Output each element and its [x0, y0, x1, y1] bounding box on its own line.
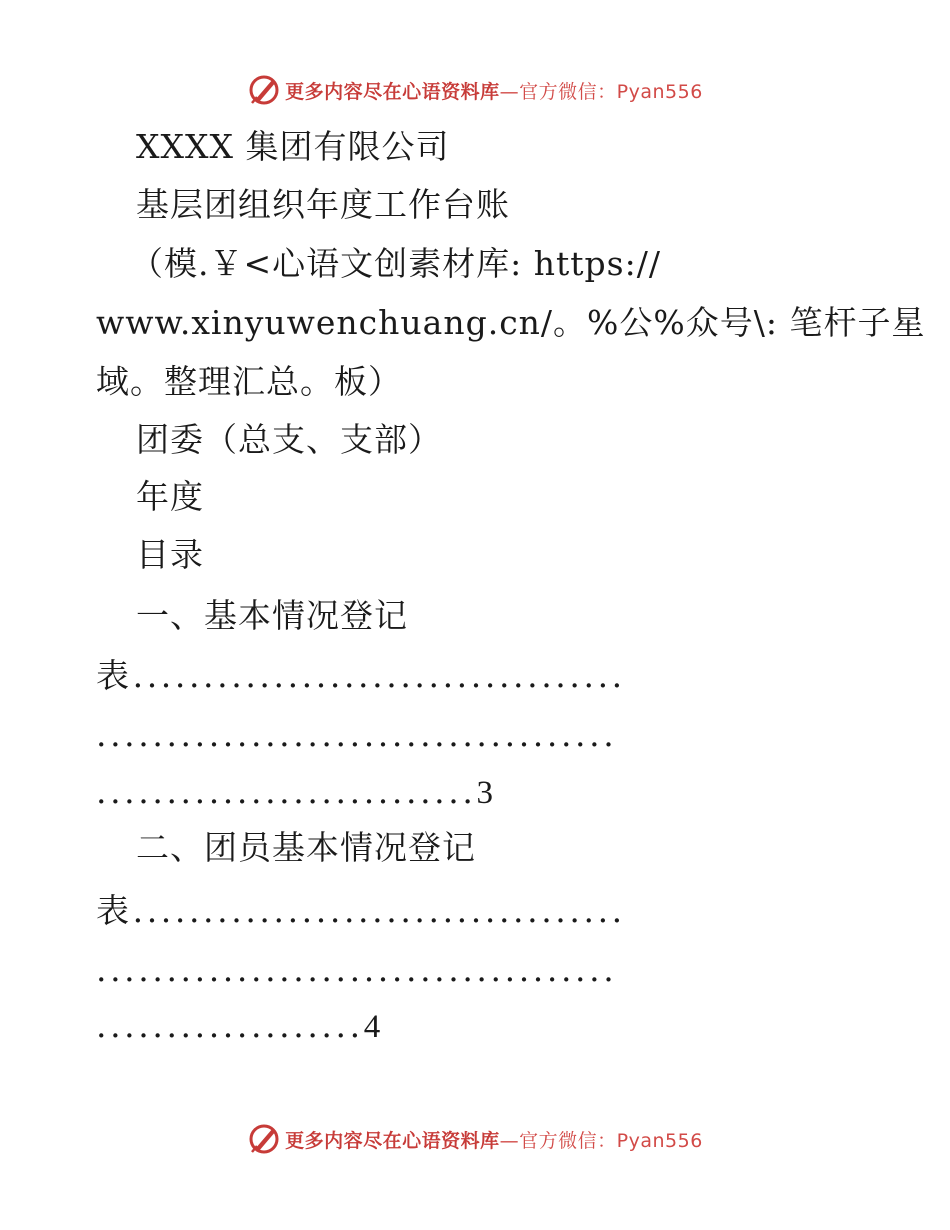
toc-entry-1-leader-2: ..................................... [96, 715, 618, 754]
template-note-line-2: www.xinyuwenchuang.cn/。%公%众号\: 笔杆子星 [96, 303, 926, 342]
toc-entry-1-title: 一、基本情况登记 [136, 596, 408, 635]
footer-brand: 更多内容尽在心语资料库 [285, 1129, 500, 1152]
template-note-line-1: （模.￥<心语文创素材库: https:// [130, 244, 661, 283]
header-brand: 更多内容尽在心语资料库 [285, 80, 500, 103]
document-title: 基层团组织年度工作台账 [136, 185, 510, 224]
header-banner [0, 70, 950, 110]
toc-entry-2-title: 二、团员基本情况登记 [136, 828, 476, 867]
quill-logo-icon [247, 73, 281, 107]
company-name: XXXX 集团有限公司 [136, 127, 450, 166]
toc-entry-2-leader-1: 表................................... [96, 891, 626, 930]
toc-entry-1-page: 3 [476, 775, 493, 811]
toc-entry-2-leader-3: ...................4 [96, 1006, 381, 1045]
committee-line: 团委（总支、支部） [136, 420, 442, 459]
toc-entry-1-leader-1: 表................................... [96, 656, 626, 695]
footer-banner [0, 1119, 950, 1159]
header-contact: 官方微信：Pyan556 [519, 80, 703, 103]
toc-heading: 目录 [136, 535, 204, 574]
toc-entry-1-leader-3: ...........................3 [96, 772, 493, 811]
quill-logo-icon [247, 1122, 281, 1156]
year-line: 年度 [136, 477, 204, 516]
toc-entry-2-leader-2: ..................................... [96, 950, 618, 989]
header-dash: — [499, 80, 520, 103]
template-note-line-3: 域。整理汇总。板） [96, 362, 402, 401]
toc-entry-2-page: 4 [363, 1009, 381, 1045]
footer-contact: 官方微信：Pyan556 [519, 1129, 703, 1152]
footer-dash: — [499, 1129, 520, 1152]
